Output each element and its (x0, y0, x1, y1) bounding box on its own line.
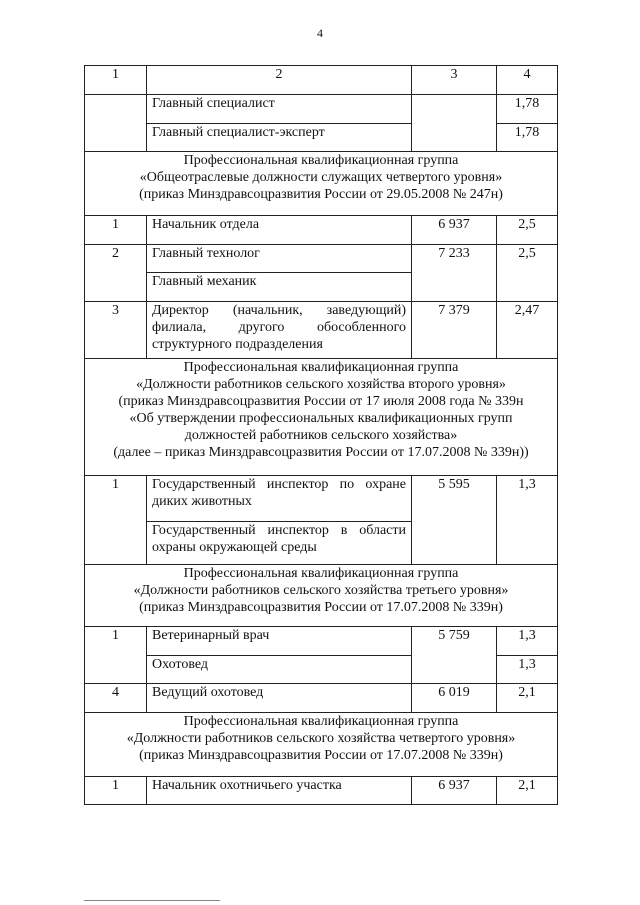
page-number: 4 (317, 26, 323, 40)
position-cell: Начальник охотничьего участка (147, 777, 412, 805)
level-cell: 3 (85, 302, 147, 359)
group-header-row (85, 359, 558, 476)
level-cell: 2 (85, 245, 147, 302)
coef-cell: 2,1 (497, 684, 558, 713)
table-row (85, 216, 558, 245)
coef-cell: 1,3 (497, 656, 558, 684)
salary-cell: 5 595 (412, 476, 497, 565)
position-cell: Главный механик (147, 273, 412, 302)
header-col3: 3 (412, 66, 497, 95)
header-col4: 4 (497, 66, 558, 95)
coef-cell: 1,78 (497, 124, 558, 152)
coef-cell: 2,1 (497, 777, 558, 805)
position-cell: Ветеринарный врач (147, 627, 412, 656)
salary-table (84, 65, 558, 805)
header-row (85, 66, 558, 95)
coef-cell: 2,47 (497, 302, 558, 359)
coef-cell: 2,5 (497, 216, 558, 245)
position-cell: Главный технолог (147, 245, 412, 273)
salary-cell: 7 379 (412, 302, 497, 359)
position-cell: Главный специалист-эксперт (147, 124, 412, 152)
table-row (85, 684, 558, 713)
coef-cell: 1,3 (497, 476, 558, 565)
table-row (85, 777, 558, 805)
level-cell: 1 (85, 627, 147, 684)
position-cell: Государственный инспектор по охране диких животных (147, 476, 412, 522)
header-col2: 2 (147, 66, 412, 95)
position-cell: Начальник отдела (147, 216, 412, 245)
table-row (85, 627, 558, 656)
header-col1: 1 (85, 66, 147, 95)
level-cell: 1 (85, 476, 147, 565)
salary-cell: 6 019 (412, 684, 497, 713)
group-header-row (85, 152, 558, 216)
position-cell: Директор (начальник, заведующий) филиала, другого обособленного структурного подразделения (147, 302, 412, 359)
group-title: Профессиональная квалификационная группа «Должности работников сельского хозяйства третьего уровня» (приказ Минздравсоцразвития России от 17.07.2008 № 339н) (85, 565, 558, 627)
salary-cell: 5 759 (412, 627, 497, 684)
position-cell: Главный специалист (147, 95, 412, 124)
group-title: Профессиональная квалификационная группа «Общеотраслевые должности служащих четвертого уровня» (приказ Минздравсоцразвития России от 29.05.2008 № 247н) (85, 152, 558, 216)
coef-cell: 1,78 (497, 95, 558, 124)
position-cell: Охотовед (147, 656, 412, 684)
footnote-divider (84, 900, 220, 901)
table-row (85, 245, 558, 273)
table-row (85, 95, 558, 124)
group-title: Профессиональная квалификационная группа «Должности работников сельского хозяйства четвертого уровня» (приказ Минздравсоцразвития России от 17.07.2008 № 339н) (85, 713, 558, 777)
coef-cell: 2,5 (497, 245, 558, 302)
level-cell: 4 (85, 684, 147, 713)
table-row (85, 302, 558, 359)
salary-cell: 6 937 (412, 216, 497, 245)
salary-cell (412, 95, 497, 152)
salary-cell: 7 233 (412, 245, 497, 302)
position-cell: Ведущий охотовед (147, 684, 412, 713)
group-header-row (85, 565, 558, 627)
position-cell: Государственный инспектор в области охраны окружающей среды (147, 522, 412, 565)
level-cell: 1 (85, 216, 147, 245)
group-title: Профессиональная квалификационная группа «Должности работников сельского хозяйства второго уровня» (приказ Минздравсоцразвития России от 17 июля 2008 года № 339н «Об утверждении профессиональных квалификационных групп должностей работников сельского хозяйства» (далее – приказ Минздравсоцразвития России от 17.07.2008 № 339н)) (85, 359, 558, 476)
coef-cell: 1,3 (497, 627, 558, 656)
level-cell (85, 95, 147, 152)
table-row (85, 476, 558, 522)
salary-cell: 6 937 (412, 777, 497, 805)
group-header-row (85, 713, 558, 777)
level-cell: 1 (85, 777, 147, 805)
